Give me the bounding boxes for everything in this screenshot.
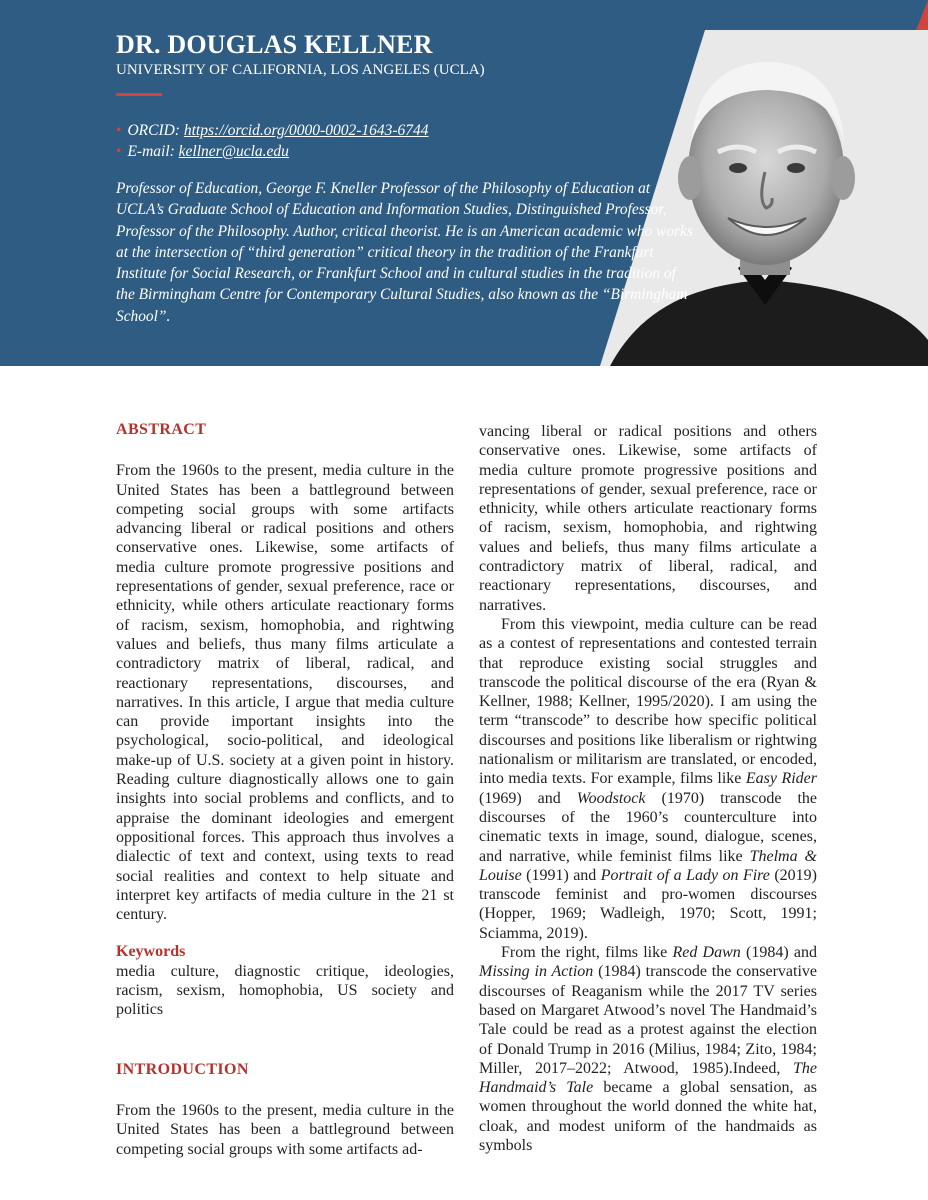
paragraph-3 — [479, 943, 817, 1155]
keywords-text: media culture, diagnostic critique, ideologies, racism, sexism, homophobia, US society and politics — [116, 962, 454, 1019]
paragraph-1: vancing liberal or radical positions and others conservative ones. Likewise, some artifacts of media culture promote progressive positions and representations of gender, sexual preference, race or ethnicity, while others articulate reactionary forms of racism, sexism, homophobia, and rightwing values and beliefs, thus many films articulate a contradictory matrix of liberal, radical, and reactionary representations, discourses, and narratives. — [479, 423, 817, 614]
p2-text-c: (1970) transcode the discourses of the 1960’s counterculture into cinematic texts in image, sound, dialogue, scenes, and narrative, while feminist films like — [479, 789, 817, 865]
email-label: E-mail: — [127, 143, 175, 160]
paragraph-2 — [479, 615, 817, 943]
p3-text-b: (1984) and — [740, 944, 817, 962]
film-title: The Handmaid’s Tale — [479, 1059, 817, 1097]
email-item — [116, 141, 429, 162]
orcid-label: ORCID: — [127, 122, 180, 139]
p2-text-d: (1991) and — [521, 866, 601, 884]
p3-text-a: From the right, films like — [501, 944, 673, 962]
bullet-icon: • — [116, 143, 122, 160]
bullet-icon: • — [116, 122, 122, 139]
p3-text-d: became a global sensation, as women throughout the world donned the white hat, cloak, and modest uniform of the handmaids as symbols — [479, 1079, 817, 1154]
author-bio: Professor of Education, George F. Kneller Professor of the Philosophy of Education at UCLA’s Graduate School of Education and Information Studies, Distinguished Professor, Professor of the Philosophy. Author, critical theorist. He is an American academic who works at the intersection of “third generation” critical theory in the tradition of the Frankfurt Institute for Social Research, or Frankfurt School and in cultural studies in the tradition of the Birmingham Centre for Contemporary Cultural Studies, also known as the “Birmingham School”. — [116, 180, 693, 325]
left-column — [116, 420, 454, 1159]
film-title: Thelma & Louise — [479, 847, 817, 884]
author-header — [0, 0, 928, 366]
film-title: Red Dawn — [672, 944, 741, 962]
orcid-link[interactable]: https://orcid.org/0000-0002-1643-6744 — [183, 122, 429, 139]
film-title: Easy Rider — [745, 770, 817, 788]
keywords-heading: Keywords — [116, 943, 186, 961]
introduction-text: From the 1960s to the present, media culture in the United States has been a battleground between competing social groups with some artifacts ad- — [116, 1101, 454, 1158]
orcid-item — [116, 120, 429, 141]
film-title: Portrait of a Lady on Fire — [600, 866, 770, 884]
film-title: Missing in Action — [479, 963, 594, 981]
abstract-text: From the 1960s to the present, media culture in the United States has been a battleground between competing social groups with some artifacts advancing liberal or radical positions and others conservative ones. Likewise, some artifacts of media culture promote progressive positions and representations of gender, sexual preference, race or ethnicity, while others articulate reactionary forms of racism, sexism, homophobia, and rightwing values and beliefs, thus many films articulate a contradictory matrix of liberal, radical, and reactionary representations, discourses, and narratives. In this article, I argue that media culture can provide important insights into the psychological, socio-political, and ideological make-up of U.S. society at a given point in history. Reading culture diagnostically allows one to gain insights into social problems and conflicts, and to appraise the dominant ideologies and emergent oppositional forces. This approach thus involves a dialectic of text and context, using texts to read social realities and context to help situate and interpret key artifacts of media culture in the 21 st century. — [116, 462, 454, 924]
abstract-heading: ABSTRACT — [116, 421, 207, 438]
author-affiliation: UNIVERSITY OF CALIFORNIA, LOS ANGELES (UCLA) — [116, 62, 485, 78]
contact-list — [116, 120, 429, 162]
p2-text-e: (2019) transcode feminist and pro-women discourses (Hopper, 1969; Wadleigh, 1970; Scott, 1991; Sciamma, 2019). — [479, 866, 817, 942]
p3-text-c: (1984) transcode the conservative discourses of Reaganism while the 2017 TV series based on Margaret Atwood’s novel The Handmaid’s Tale could be read as a protest against the election of Donald Trump in 2016 (Milius, 1984; Zito, 1984; Miller, 2017–2022; Atwood, 1985).Indeed, — [479, 963, 818, 1077]
p2-text-b: (1969) and — [479, 789, 577, 807]
film-title: Woodstock — [576, 789, 646, 807]
header-divider — [116, 93, 162, 96]
email-link[interactable]: kellner@ucla.edu — [178, 143, 289, 160]
right-column — [479, 422, 817, 1155]
p2-text-a: From this viewpoint, media culture can be read as a contest of representations and contested terrain that reproduce existing social struggles and transcode the political discourse of the era (Ryan & Kellner, 1988; Kellner, 1995/2020). I am using the term “transcode” to describe how specific political discourses and positions like liberalism or rightwing nationalism or militarism are translated, or encoded, into media texts. For example, films like — [479, 615, 817, 788]
introduction-heading: INTRODUCTION — [116, 1060, 249, 1078]
author-name: DR. DOUGLAS KELLNER — [116, 30, 433, 59]
